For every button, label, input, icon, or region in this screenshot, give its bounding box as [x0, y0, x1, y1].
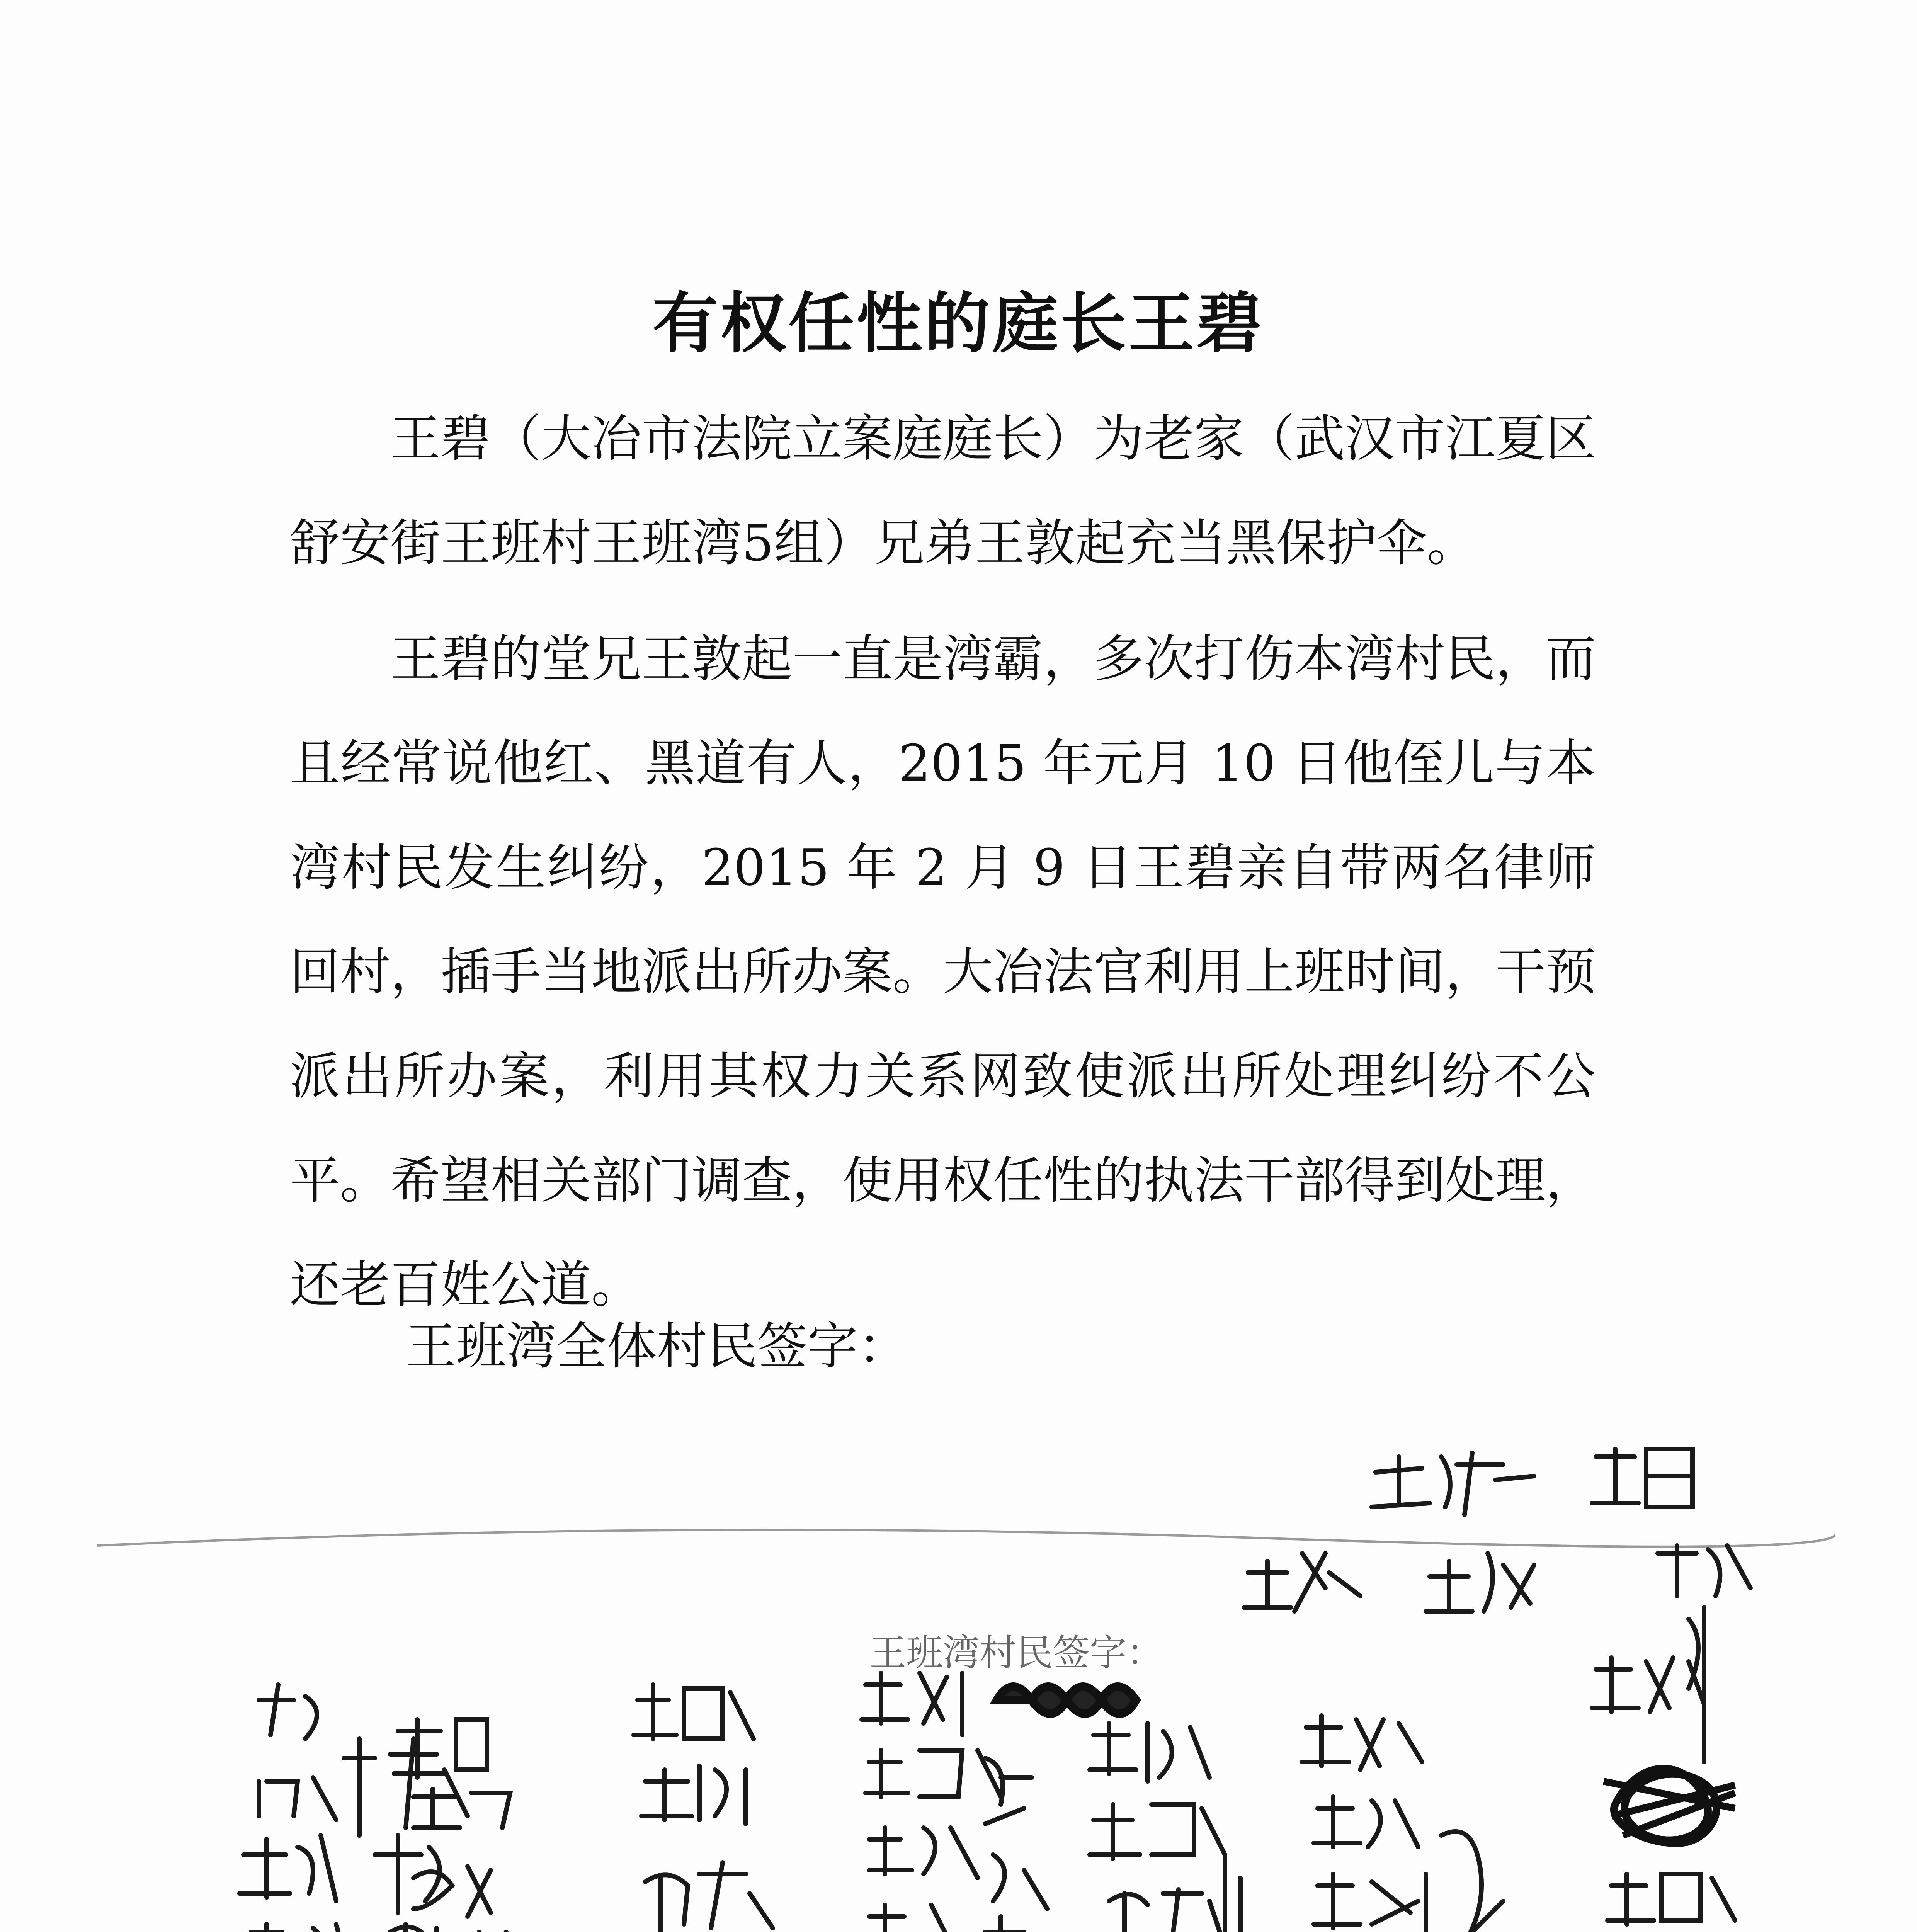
scribbled-signature-2 — [1604, 1769, 1735, 1843]
handwriting-strokes — [240, 1449, 1750, 1932]
paragraph-1: 王碧（大冶市法院立案庭庭长）为老家（武汉市江夏区舒安街王班村王班湾5组）兄弟王敦起充当黑保护伞。 — [290, 409, 1596, 572]
document-body — [290, 386, 1596, 1349]
paragraph-2: 王碧的堂兄王敦起一直是湾霸，多次打伤本湾村民，而且经常说他红、黑道有人，2015 年元月 10 日他侄儿与本湾村民发生纠纷，2015 年 2 月 9 日王碧亲自带两名律师回村，插手当地派出所办案。大冶法官利用上班时间，干预派出所办案，利用其权力关系网致使派出所处理纠纷不公平。希望相关部门调查，使用权任性的执法干部得到处理，还老百姓公道。 — [290, 629, 1596, 1314]
document-title: 有权任性的庭长王碧 — [652, 285, 1265, 362]
signature-label: 王班湾全体村民签字： — [406, 1317, 908, 1376]
scribbled-signature-1 — [997, 1687, 1136, 1714]
signature-drawing — [97, 1391, 1835, 1932]
handwritten-signatures — [97, 1391, 1835, 1932]
inner-sheet-label: 王班湾村民签字： — [869, 1632, 1163, 1674]
